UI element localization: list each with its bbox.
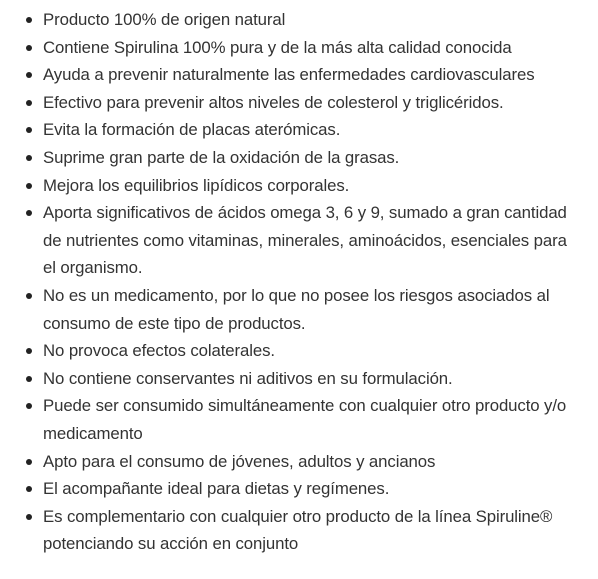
bullet-icon — [26, 72, 32, 78]
list-item-text: Mejora los equilibrios lipídicos corporales. — [43, 175, 350, 195]
list-item-text: Ayuda a prevenir naturalmente las enfermedades cardiovasculares — [43, 65, 535, 85]
list-item — [43, 61, 583, 89]
list-item — [43, 34, 583, 62]
list-item — [43, 475, 583, 503]
list-item — [43, 392, 583, 447]
bullet-icon — [26, 459, 32, 465]
bullet-icon — [26, 348, 32, 354]
list-item-text: El acompañante ideal para dietas y regímenes. — [43, 479, 390, 499]
features-list — [0, 6, 583, 558]
list-item-text: Contiene Spirulina 100% pura y de la más alta calidad conocida — [43, 37, 512, 57]
list-item — [43, 172, 583, 200]
bullet-icon — [26, 514, 32, 520]
bullet-icon — [26, 210, 32, 216]
bullet-icon — [26, 155, 32, 161]
bullet-icon — [26, 403, 32, 409]
bullet-icon — [26, 100, 32, 106]
list-item — [43, 116, 583, 144]
list-item-text: Efectivo para prevenir altos niveles de colesterol y triglicéridos. — [43, 92, 504, 112]
list-item — [43, 282, 583, 337]
list-item-text: No contiene conservantes ni aditivos en su formulación. — [43, 368, 453, 388]
list-item — [43, 89, 583, 117]
bullet-icon — [26, 17, 32, 23]
list-item — [43, 503, 583, 558]
bullet-icon — [26, 127, 32, 133]
list-item-text: Es complementario con cualquier otro producto de la línea Spiruline® potenciando su acción en conjunto — [43, 506, 553, 554]
list-item-text: Puede ser consumido simultáneamente con cualquier otro producto y/o medicamento — [43, 396, 567, 443]
bullet-icon — [26, 183, 32, 189]
list-item — [43, 448, 583, 476]
bullet-icon — [26, 376, 32, 382]
list-item-text: Aporta significativos de ácidos omega 3, 6 y 9, sumado a gran cantidad de nutrientes como vitaminas, minerales, aminoácidos, esenciales para el organismo. — [43, 203, 567, 278]
list-item-text: Evita la formación de placas aterómicas. — [43, 120, 341, 140]
list-item-text: Suprime gran parte de la oxidación de la grasas. — [43, 147, 400, 167]
bullet-icon — [26, 45, 32, 51]
list-item-text: No es un medicamento, por lo que no posee los riesgos asociados al consumo de este tipo de productos. — [43, 285, 550, 333]
list-item-text: No provoca efectos colaterales. — [43, 341, 275, 361]
list-item — [43, 199, 583, 282]
list-item-text: Producto 100% de origen natural — [43, 10, 286, 29]
list-item — [43, 365, 583, 393]
bullet-icon — [26, 486, 32, 492]
list-item — [43, 144, 583, 172]
list-item — [43, 6, 583, 34]
list-item-text: Apto para el consumo de jóvenes, adultos y ancianos — [43, 451, 436, 471]
list-item — [43, 337, 583, 365]
bullet-icon — [26, 293, 32, 299]
